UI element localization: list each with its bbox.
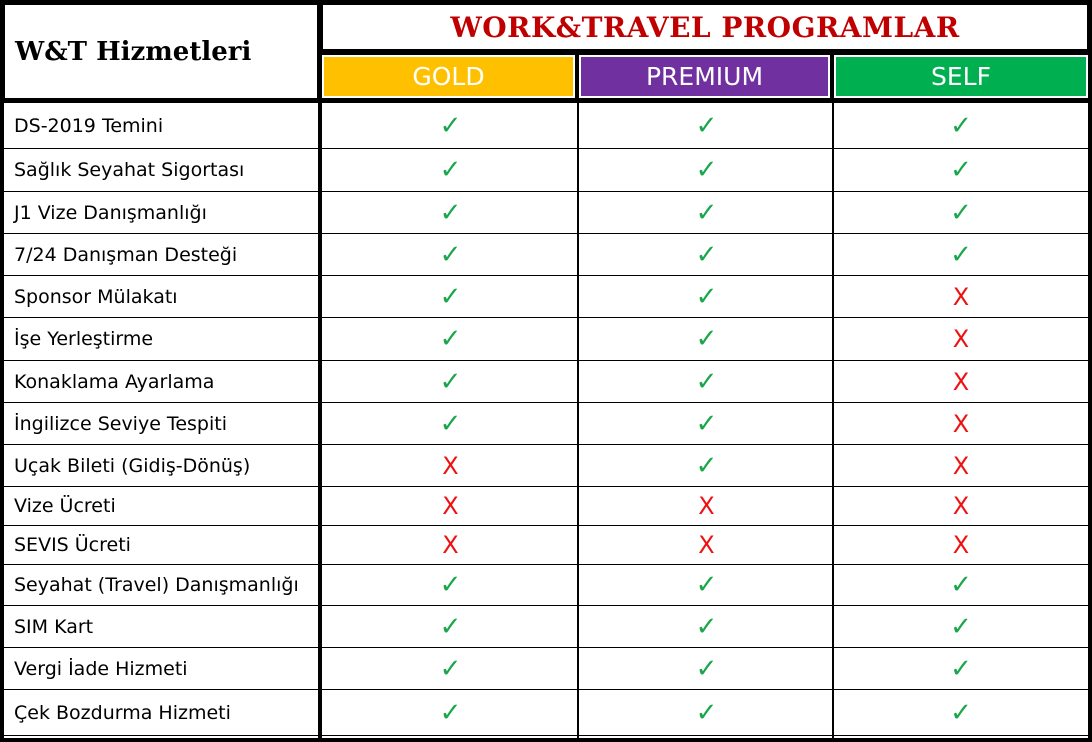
- programs-title-cell: [322, 4, 1088, 50]
- checkmark-icon: ✓: [695, 697, 718, 728]
- cross-icon: X: [952, 282, 970, 311]
- checkmark-icon: ✓: [950, 110, 972, 141]
- gold-cell: [322, 276, 579, 317]
- service-label: İşe Yerleştirme: [14, 328, 154, 350]
- service-label: Sponsor Mülakatı: [14, 285, 178, 308]
- checkmark-icon: ✓: [439, 239, 462, 270]
- premium-cell: [579, 445, 834, 486]
- self-cell: [834, 487, 1088, 525]
- table-row: [4, 445, 1088, 487]
- checkmark-icon: ✓: [439, 697, 462, 728]
- service-label: Vergi İade Hizmeti: [14, 657, 188, 680]
- checkmark-icon: ✓: [439, 155, 462, 185]
- checkmark-icon: ✓: [695, 611, 718, 642]
- table-row: [4, 276, 1088, 318]
- checkmark-icon: ✓: [439, 653, 462, 684]
- checkmark-icon: ✓: [950, 611, 972, 642]
- table-row: [4, 690, 1088, 736]
- programs-title: WORK&TRAVEL PROGRAMLAR: [450, 10, 960, 44]
- service-label: 7/24 Danışman Desteği: [14, 243, 238, 266]
- premium-cell: [579, 487, 834, 525]
- premium-cell: [579, 103, 834, 148]
- plan-header-gold: GOLD: [322, 55, 575, 98]
- cross-icon: X: [952, 451, 970, 480]
- checkmark-icon: ✓: [695, 155, 718, 185]
- table-row: [4, 403, 1088, 445]
- cross-icon: X: [952, 492, 970, 520]
- service-label: İngilizce Seviye Tespiti: [14, 412, 227, 435]
- table-row: [4, 565, 1088, 606]
- gold-cell: [322, 690, 579, 735]
- cross-icon: X: [698, 492, 715, 520]
- table-row: [4, 361, 1088, 403]
- gold-cell: [322, 526, 579, 564]
- cross-icon: X: [442, 451, 459, 480]
- cross-icon: X: [952, 325, 970, 353]
- comparison-grid: [4, 103, 1088, 738]
- service-label: Konaklama Ayarlama: [14, 370, 215, 393]
- gold-cell: [322, 445, 579, 486]
- checkmark-icon: ✓: [695, 324, 718, 354]
- premium-cell: [579, 234, 834, 275]
- premium-cell: [579, 192, 834, 233]
- checkmark-icon: ✓: [439, 611, 462, 642]
- premium-cell: [579, 403, 834, 444]
- checkmark-icon: ✓: [439, 570, 462, 600]
- premium-cell: [579, 276, 834, 317]
- self-cell: [834, 361, 1088, 402]
- self-cell: [834, 403, 1088, 444]
- self-cell: [834, 648, 1088, 689]
- self-cell: [834, 445, 1088, 486]
- table-row: [4, 526, 1088, 565]
- checkmark-icon: ✓: [950, 197, 972, 228]
- gold-cell: [322, 318, 579, 360]
- table-row: [4, 192, 1088, 234]
- column-divider: [577, 103, 579, 738]
- self-cell: [834, 192, 1088, 233]
- checkmark-icon: ✓: [950, 653, 972, 684]
- checkmark-icon: ✓: [950, 239, 972, 270]
- table-row: [4, 149, 1088, 192]
- cross-icon: X: [442, 531, 459, 559]
- checkmark-icon: ✓: [695, 239, 718, 270]
- checkmark-icon: ✓: [695, 281, 718, 312]
- service-label: J1 Vize Danışmanlığı: [14, 201, 207, 224]
- self-cell: [834, 234, 1088, 275]
- plan-header-premium: PREMIUM: [579, 55, 830, 98]
- checkmark-icon: ✓: [950, 155, 972, 185]
- checkmark-icon: ✓: [439, 197, 462, 228]
- gold-cell: [322, 103, 579, 148]
- checkmark-icon: ✓: [695, 570, 718, 600]
- premium-cell: [579, 565, 834, 605]
- table-row: [4, 606, 1088, 648]
- checkmark-icon: ✓: [695, 110, 718, 141]
- self-cell: [834, 526, 1088, 564]
- checkmark-icon: ✓: [439, 366, 462, 397]
- gold-cell: [322, 192, 579, 233]
- checkmark-icon: ✓: [695, 197, 718, 228]
- service-label: DS-2019 Temini: [14, 114, 164, 137]
- gold-cell: [322, 234, 579, 275]
- checkmark-icon: ✓: [439, 324, 462, 354]
- checkmark-icon: ✓: [695, 408, 718, 439]
- service-label: Vize Ücreti: [14, 495, 116, 517]
- plan-header-self: SELF: [834, 55, 1088, 98]
- comparison-table: [4, 103, 1088, 738]
- table-row: [4, 648, 1088, 690]
- cross-icon: X: [952, 367, 970, 396]
- premium-cell: [579, 606, 834, 647]
- service-label: Uçak Bileti (Gidiş-Dönüş): [14, 454, 251, 477]
- service-label: Çek Bozdurma Hizmeti: [14, 701, 231, 724]
- self-cell: [834, 690, 1088, 735]
- self-cell: [834, 276, 1088, 317]
- services-header-title: W&T Hizmetleri: [15, 36, 252, 67]
- premium-cell: [579, 361, 834, 402]
- service-label: Seyahat (Travel) Danışmanlığı: [14, 574, 299, 596]
- self-cell: [834, 565, 1088, 605]
- checkmark-icon: ✓: [439, 110, 462, 141]
- checkmark-icon: ✓: [695, 366, 718, 397]
- cross-icon: X: [952, 531, 970, 559]
- checkmark-icon: ✓: [695, 450, 718, 481]
- table-row: [4, 487, 1088, 526]
- gold-cell: [322, 565, 579, 605]
- gold-cell: [322, 361, 579, 402]
- gold-cell: [322, 606, 579, 647]
- checkmark-icon: ✓: [439, 281, 462, 312]
- checkmark-icon: ✓: [695, 653, 718, 684]
- table-row: [4, 103, 1088, 149]
- premium-cell: [579, 526, 834, 564]
- premium-cell: [579, 318, 834, 360]
- self-cell: [834, 149, 1088, 191]
- checkmark-icon: ✓: [950, 570, 972, 600]
- cross-icon: X: [698, 531, 715, 559]
- gold-cell: [322, 149, 579, 191]
- premium-cell: [579, 648, 834, 689]
- premium-cell: [579, 149, 834, 191]
- services-header-cell: [4, 4, 318, 99]
- service-label: SIM Kart: [14, 615, 94, 638]
- self-cell: [834, 318, 1088, 360]
- checkmark-icon: ✓: [439, 408, 462, 439]
- table-row: [4, 318, 1088, 361]
- checkmark-icon: ✓: [950, 697, 972, 728]
- self-cell: [834, 103, 1088, 148]
- gold-cell: [322, 403, 579, 444]
- table-row: [4, 234, 1088, 276]
- column-divider: [318, 103, 322, 738]
- self-cell: [834, 606, 1088, 647]
- premium-cell: [579, 690, 834, 735]
- gold-cell: [322, 487, 579, 525]
- cross-icon: X: [952, 409, 970, 438]
- service-label: SEVIS Ücreti: [14, 534, 131, 556]
- gold-cell: [322, 648, 579, 689]
- cross-icon: X: [442, 492, 459, 520]
- service-label: Sağlık Seyahat Sigortası: [14, 159, 245, 181]
- column-divider: [832, 103, 834, 738]
